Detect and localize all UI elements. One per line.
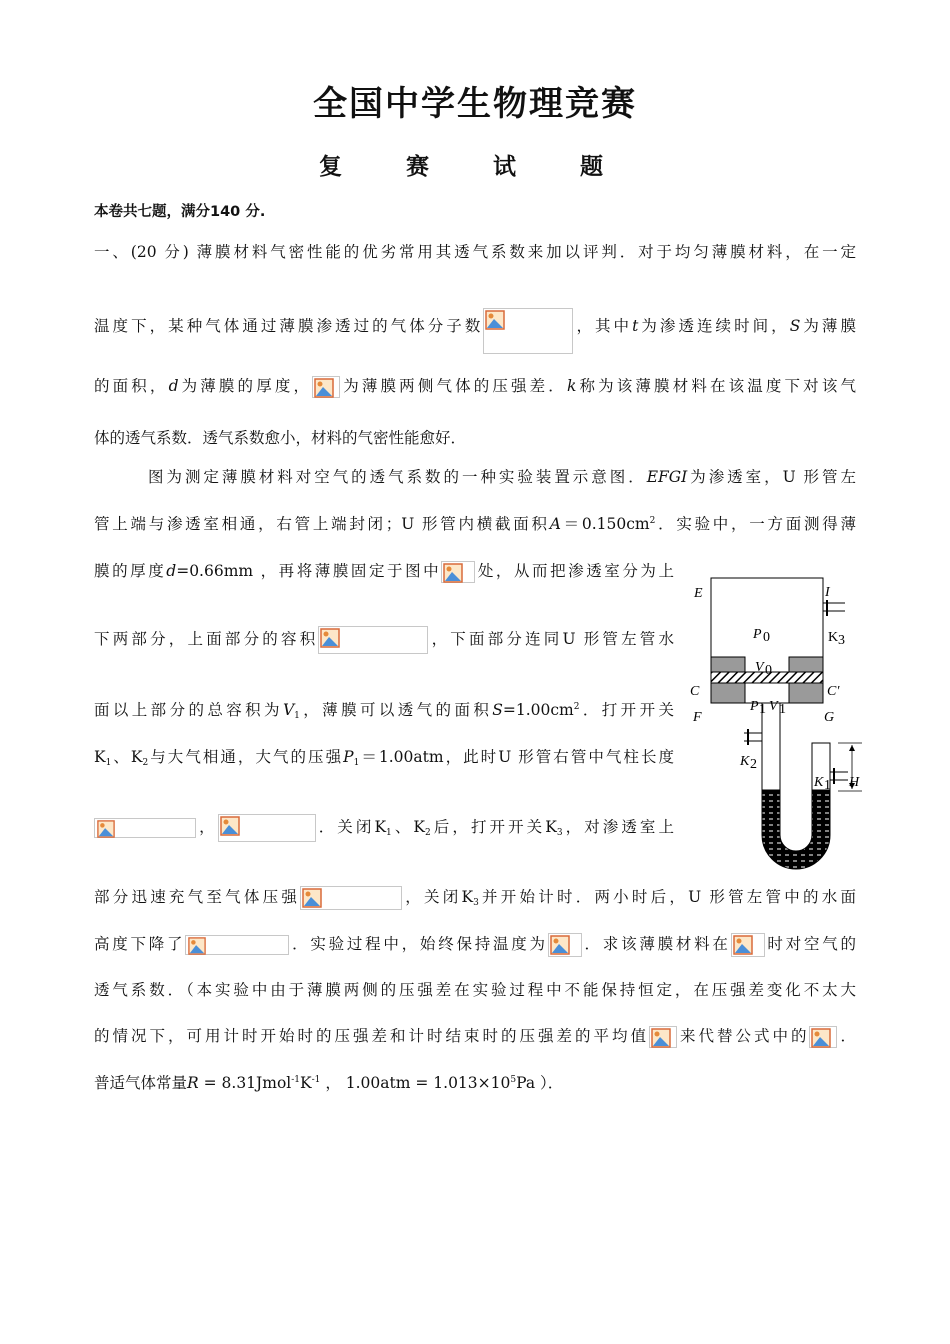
problem-line-6: 管上端与渗透室相通，右管上端封闭；U 形管内横截面积$A=0.150cm^2$．实验中，一方面测得薄 — [94, 515, 856, 533]
formula-image-placeholder — [649, 1026, 677, 1048]
label-E: E — [694, 586, 703, 601]
problem-line-16: 普适气体常量$R = 8.31Jmol^{-1}K^{-1}$ ， $1.00atm = 1.013\times 10^5Pa$ ）． — [94, 1074, 564, 1092]
broken-image-icon — [651, 1028, 671, 1048]
formula-image-placeholder — [94, 818, 196, 838]
label-P1-sub: 1 — [759, 702, 766, 717]
label-H: H — [849, 775, 860, 790]
page-title: 全国中学生物理竞赛 — [313, 84, 637, 124]
problem-line-12: 部分迅速充气至气体压强 ，关闭$K_3$并开始计时．两小时后，U 形管左管中的水面 — [94, 888, 856, 908]
label-K2: K — [740, 754, 750, 769]
text: 温度下，某种气体通过薄膜渗透过的气体分子数 — [94, 317, 484, 335]
problem-line-15: 的情况下，可用计时开始时的压强差和计时结束时的压强差的平均值 来代替公式中的 ． — [94, 1026, 856, 1048]
label-V0-sub: 0 — [765, 663, 772, 678]
label-P1: P — [750, 699, 759, 714]
label-K3-sub: 3 — [838, 633, 845, 648]
exam-intro: 本卷共七题，满分140 分. — [94, 204, 266, 220]
formula-image-placeholder — [548, 933, 582, 957]
apparatus-diagram — [680, 572, 870, 882]
broken-image-icon — [96, 820, 116, 838]
broken-image-icon — [550, 935, 570, 955]
broken-image-icon — [485, 310, 505, 330]
broken-image-icon — [443, 563, 463, 583]
problem-line-1: 一、(20 分) 薄膜材料气密性能的优劣常用其透气系数来加以评判．对于均匀薄膜材料，在一定 — [94, 243, 856, 261]
u-tube-water — [762, 790, 830, 869]
label-P0: P — [753, 627, 762, 642]
label-G: G — [824, 710, 835, 725]
formula-image-placeholder — [185, 935, 289, 955]
broken-image-icon — [302, 888, 322, 908]
formula-image-placeholder — [318, 626, 428, 654]
problem-line-5: 图为测定薄膜材料对空气的透气系数的一种实验装置示意图．EFGI为渗透室，U 形管左 — [148, 468, 856, 486]
label-K3: K — [828, 630, 839, 645]
problem-line-11: ， ．关闭$K_1$、$K_2$后，打开开关$K_3$，对渗透室上 — [94, 814, 674, 842]
label-K1: K — [814, 775, 824, 790]
label-C: C — [690, 684, 700, 699]
broken-image-icon — [811, 1028, 831, 1048]
formula-image-placeholder — [312, 376, 340, 398]
label-C-prime: C′ — [827, 684, 840, 699]
label-V1: V — [769, 699, 778, 714]
label-V0: V — [755, 660, 764, 675]
broken-image-icon — [187, 937, 207, 955]
problem-line-9: 面以上部分的总容积为$V_1$，薄膜可以透气的面积$S=1.00cm^2$．打开开关 — [94, 701, 674, 721]
page-subtitle: 复 赛 试 题 — [318, 154, 632, 180]
broken-image-icon — [314, 378, 334, 398]
formula-image-placeholder — [441, 561, 475, 583]
formula-image-placeholder — [300, 886, 402, 910]
broken-image-icon — [320, 628, 340, 648]
problem-line-14: 透气系数．（本实验中由于薄膜两侧的压强差在实验过程中不能保持恒定，在压强差变化不太大 — [94, 981, 856, 999]
broken-image-icon — [733, 935, 753, 955]
label-F: F — [693, 710, 702, 725]
problem-line-3: 的面积，d为薄膜的厚度， 为薄膜两侧气体的压强差．k称为该薄膜材料在该温度下对该气 — [94, 376, 856, 398]
formula-image-placeholder — [483, 308, 573, 354]
problem-line-2: 温度下，某种气体通过薄膜渗透过的气体分子数 ，其中t为渗透连续时间，S为薄膜 — [94, 316, 856, 354]
label-P0-sub: 0 — [763, 630, 770, 645]
problem-line-4: 体的透气系数．透气系数愈小，材料的气密性能愈好． — [94, 429, 467, 447]
problem-line-8: 下两部分，上面部分的容积 ，下面部分连同U 形管左管水 — [94, 626, 674, 654]
problem-line-13: 高度下降了 ．实验过程中，始终保持温度为 ．求该薄膜材料在 时对空气的 — [94, 933, 856, 957]
formula-image-placeholder — [809, 1026, 837, 1048]
label-K1-sub: 1 — [824, 778, 831, 793]
label-K2-sub: 2 — [750, 757, 757, 772]
formula-image-placeholder — [731, 933, 765, 957]
broken-image-icon — [220, 816, 240, 836]
problem-line-7: 膜的厚度d=0.66mm ，再将薄膜固定于图中 处，从而把渗透室分为上 — [94, 561, 674, 583]
problem-line-10: $K_1$、$K_2$与大气相通，大气的压强$P_1=1.00atm$，此时U 形管右管中气柱长度 — [94, 748, 674, 768]
label-I: I — [825, 585, 830, 600]
formula-image-placeholder — [218, 814, 316, 842]
label-V1-sub: 1 — [779, 702, 786, 717]
